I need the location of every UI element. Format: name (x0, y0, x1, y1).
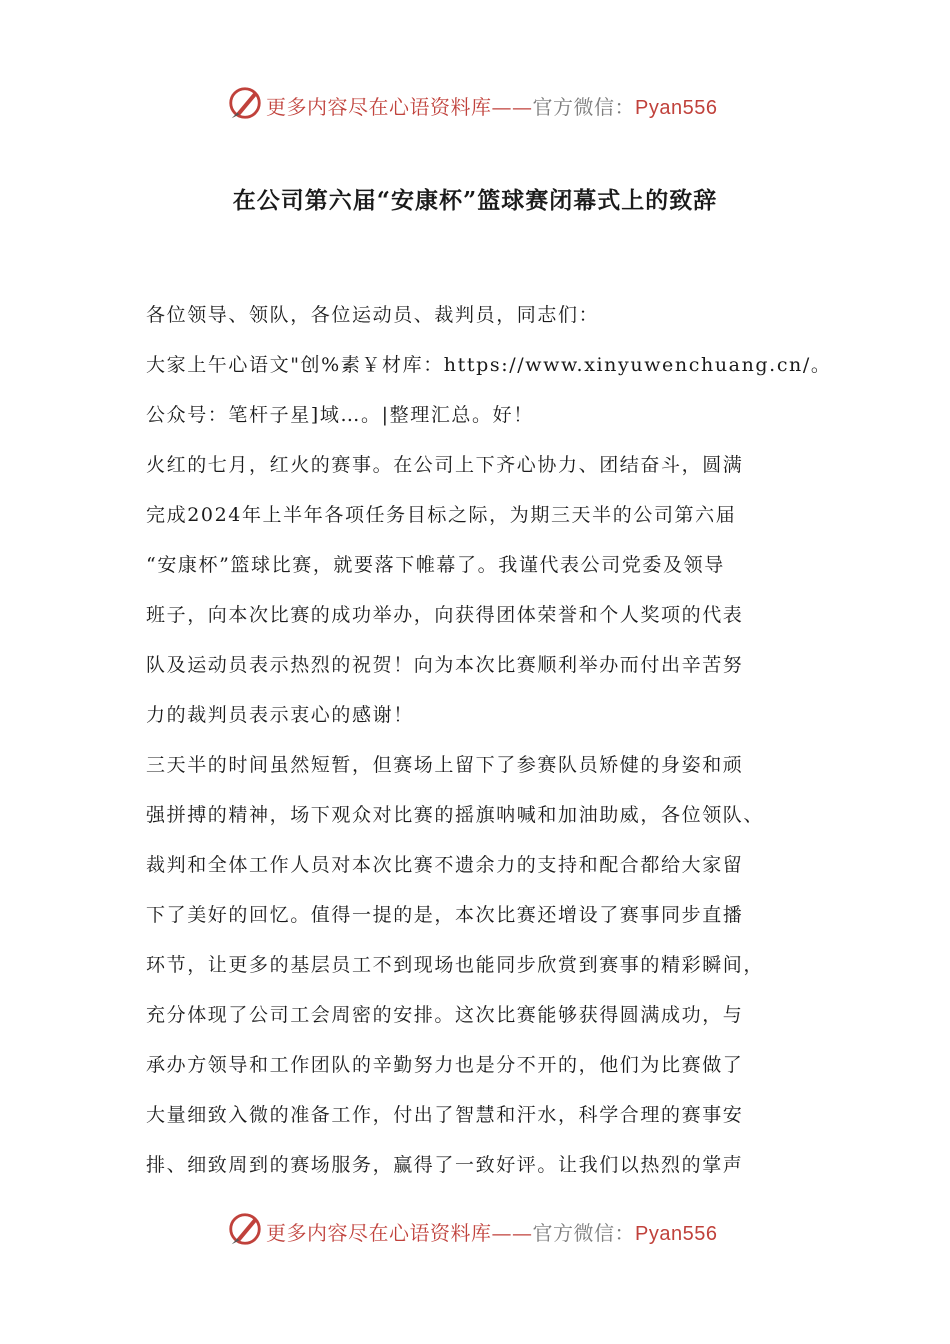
watermark-dash: —— (491, 95, 533, 119)
watermark-official-label: 官方微信： (532, 1221, 635, 1245)
body-line: “安康杯”篮球比赛，就要落下帷幕了。我谨代表公司党委及领导 (146, 554, 725, 576)
watermark-wechat-id: Pyan556 (635, 97, 718, 119)
body-line: 大量细致入微的准备工作，付出了智慧和汗水，科学合理的赛事安 (146, 1104, 744, 1126)
body-line: 力的裁判员表示衷心的感谢！ (146, 704, 414, 726)
body-line: 充分体现了公司工会周密的安排。这次比赛能够获得圆满成功，与 (146, 1004, 744, 1026)
body-line: 队及运动员表示热烈的祝贺！向为本次比赛顺利举办而付出辛苦努 (146, 654, 744, 676)
watermark-header (0, 82, 950, 126)
document-body (146, 295, 832, 1195)
body-line: 三天半的时间虽然短暂，但赛场上留下了参赛队员矫健的身姿和顽 (146, 754, 744, 776)
watermark-brand-text: 更多内容尽在心语资料库 (266, 95, 492, 119)
body-line: 各位领导、领队，各位运动员、裁判员，同志们： (146, 304, 600, 326)
body-line: 承办方领导和工作团队的辛勤努力也是分不开的，他们为比赛做了 (146, 1054, 744, 1076)
watermark-official-label: 官方微信： (532, 95, 635, 119)
pen-logo-icon (226, 84, 264, 122)
pen-logo-icon (226, 1210, 264, 1248)
body-line: 排、细致周到的赛场服务，赢得了一致好评。让我们以热烈的掌声 (146, 1154, 744, 1176)
body-line: 强拼搏的精神，场下观众对比赛的摇旗呐喊和加油助威，各位领队、 (146, 804, 765, 826)
body-line-url (146, 345, 832, 395)
watermark-brand-text: 更多内容尽在心语资料库 (266, 1221, 492, 1245)
body-line: 大家上午心语文"创%素￥材库：https://www.xinyuwenchuang.cn/。 (146, 354, 832, 376)
watermark-wechat-id: Pyan556 (635, 1223, 718, 1245)
body-line: 环节，让更多的基层员工不到现场也能同步欣赏到赛事的精彩瞬间， (146, 954, 765, 976)
watermark-dash: —— (491, 1221, 533, 1245)
body-line: 火红的七月，红火的赛事。在公司上下齐心协力、团结奋斗，圆满 (146, 454, 744, 476)
body-line: 班子，向本次比赛的成功举办，向获得团体荣誉和个人奖项的代表 (146, 604, 744, 626)
body-line: 完成2024年上半年各项任务目标之际，为期三天半的公司第六届 (146, 504, 737, 526)
document-title: 在公司第六届“安康杯”篮球赛闭幕式上的致辞 (232, 187, 718, 214)
body-line: 裁判和全体工作人员对本次比赛不遗余力的支持和配合都给大家留 (146, 854, 744, 876)
body-line: 下了美好的回忆。值得一提的是，本次比赛还增设了赛事同步直播 (146, 904, 744, 926)
body-line: 公众号：笔杆子星]域…。|整理汇总。好！ (146, 404, 534, 426)
watermark-footer (0, 1208, 950, 1252)
